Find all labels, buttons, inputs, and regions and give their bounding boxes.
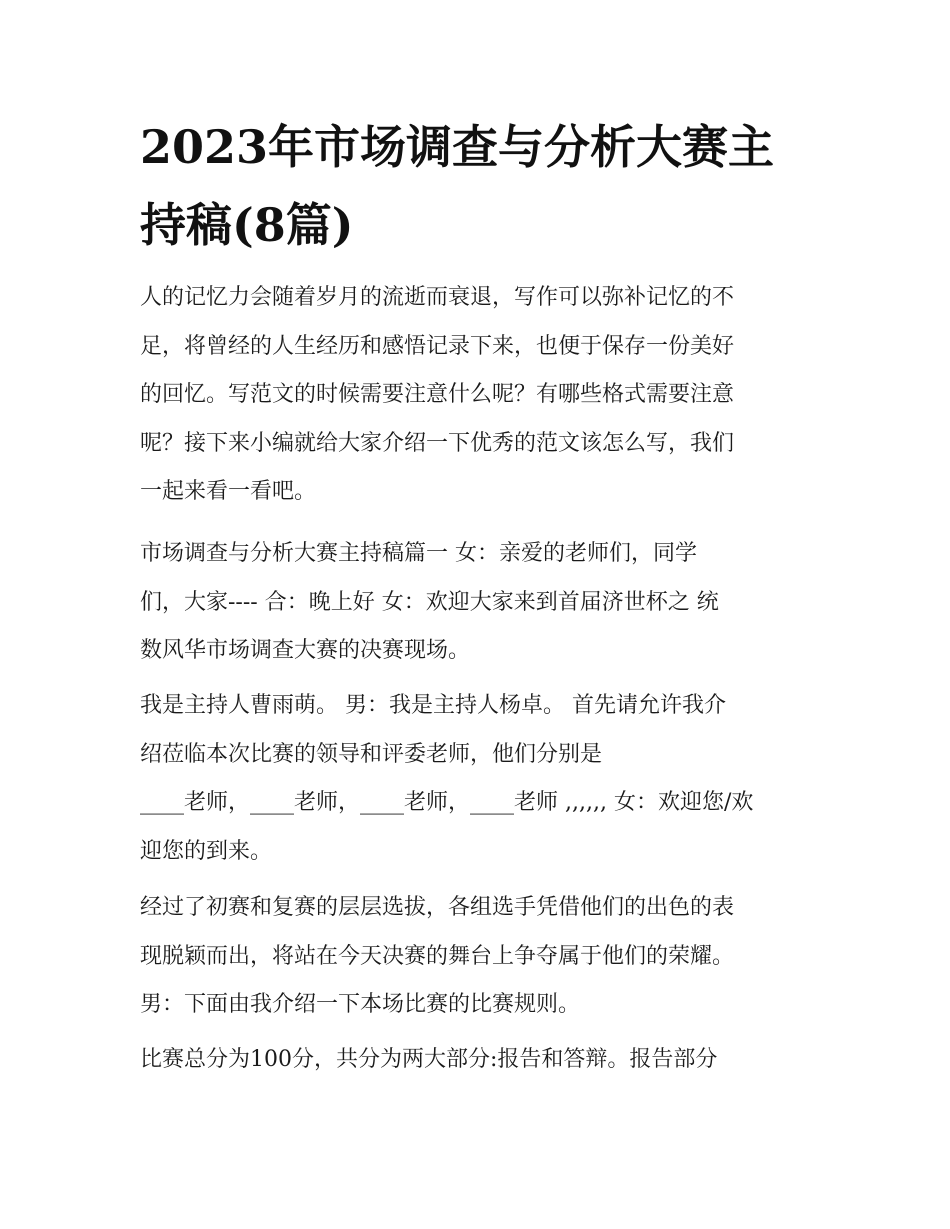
paragraph-host-intro: 我是主持人曹雨萌。 男：我是主持人杨卓。 首先请允许我介 绍莅临本次比赛的领导和评委老师，他们分别是 ____老师，____老师，____老师，____老师 ,,,,,, 女：欢迎您/欢 迎您的到来。 [140,693,754,864]
paragraph-scoring: 比赛总分为100分，共分为两大部分:报告和答辩。报告部分 [140,1047,718,1072]
paragraph-opening: 市场调查与分析大赛主持稿篇一 女：亲爱的老师们，同学 们，大家---- 合：晚上好 女：欢迎大家来到首届济世杯之 统 数风华市场调查大赛的决赛现场。 [140,541,719,663]
paragraph-rules-intro: 经过了初赛和复赛的层层选拔，各组选手凭借他们的出色的表 现脱颖而出，将站在今天决赛的舞台上争夺属于他们的荣耀。 男：下面由我介绍一下本场比赛的比赛规则。 [140,895,735,1017]
intro-paragraph: 人的记忆力会随着岁月的流逝而衰退，写作可以弥补记忆的不 足，将曾经的人生经历和感悟记录下来，也便于保存一份美好 的回忆。写范文的时候需要注意什么呢？有哪些格式需要注意 呢？接下来小编就给大家介绍一下优秀的范文该怎么写，我们 一起来看一看吧。 [140,285,735,504]
document-title: 2023年市场调查与分析大赛主 持稿(8篇) [140,120,775,252]
